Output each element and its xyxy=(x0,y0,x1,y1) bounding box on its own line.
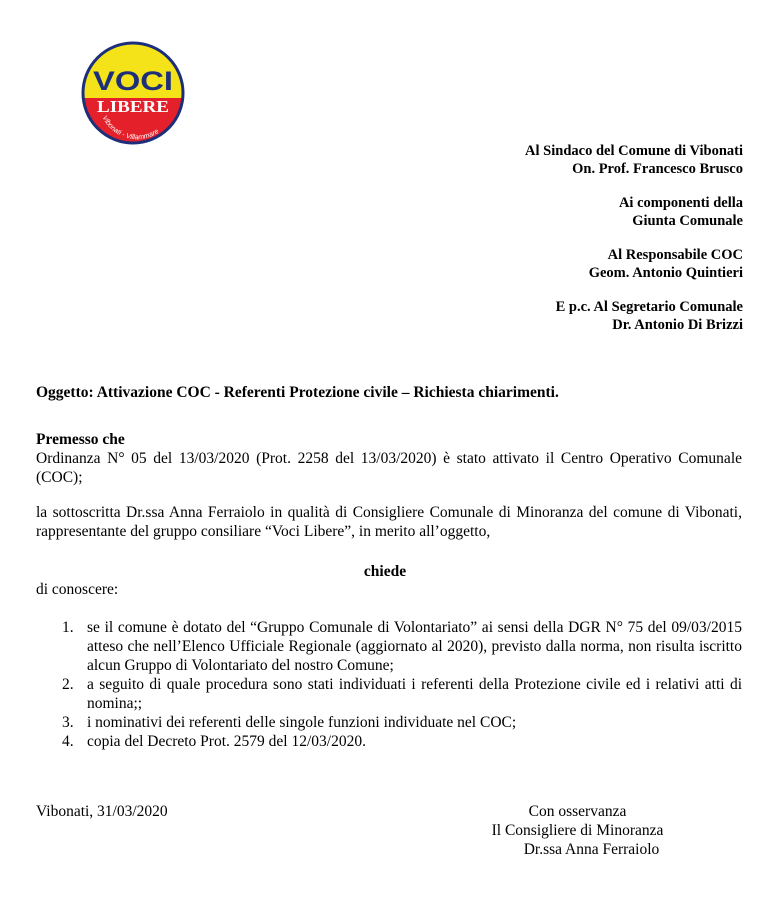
recipient-line: E p.c. Al Segretario Comunale xyxy=(555,299,743,315)
recipient-mayor xyxy=(525,142,743,178)
premesso-paragraph-1: Ordinanza N° 05 del 13/03/2020 (Prot. 2258 del 13/03/2020) è stato attivato il Centro Operativo Comunale (COC); xyxy=(36,450,742,486)
list-item-number: 3. xyxy=(62,714,74,731)
paragraph-spacer xyxy=(36,487,742,503)
requests-list xyxy=(36,618,742,751)
signature-role: Il Consigliere di Minoranza xyxy=(491,822,664,839)
recipient-line: Al Sindaco del Comune di Vibonati xyxy=(525,143,743,159)
signature-closing: Con osservanza xyxy=(528,803,627,820)
place-and-date: Vibonati, 31/03/2020 xyxy=(36,803,168,820)
recipient-giunta xyxy=(525,194,743,230)
logo-title: VOCI xyxy=(93,66,173,96)
recipient-secretary xyxy=(525,298,743,334)
recipient-coc-manager xyxy=(525,246,743,282)
list-item-number: 1. xyxy=(62,619,74,636)
voci-libere-logo xyxy=(80,40,186,146)
signature-name: Dr.ssa Anna Ferraiolo xyxy=(523,841,660,858)
recipient-line: Al Responsabile COC xyxy=(607,247,743,263)
list-item xyxy=(36,675,742,713)
premesso-paragraph-2: la sottoscritta Dr.ssa Anna Ferraiolo in qualità di Consigliere Comunale di Minoranza del comune di Vibonati, rappresentante del gruppo consiliare “Voci Libere”, in merito all’oggetto, xyxy=(36,504,742,540)
list-item xyxy=(36,618,742,675)
logo-ring-textpath: Vibonati - Villammare xyxy=(100,114,161,142)
list-item-number: 4. xyxy=(62,733,74,750)
recipient-line: Dr. Antonio Di Brizzi xyxy=(612,317,743,333)
list-item xyxy=(36,713,742,732)
recipient-line: Ai componenti della xyxy=(618,195,743,211)
chiede-heading: chiede xyxy=(363,563,407,580)
recipient-line: Geom. Antonio Quintieri xyxy=(588,265,743,281)
conoscere-label: di conoscere: xyxy=(36,581,119,598)
list-item xyxy=(36,732,742,751)
logo-subtitle: LIBERE xyxy=(97,97,169,116)
list-item-text: copia del Decreto Prot. 2579 del 12/03/2020. xyxy=(87,733,366,750)
recipient-line: On. Prof. Francesco Brusco xyxy=(572,161,743,177)
list-item-text: se il comune è dotato del “Gruppo Comunale di Volontariato” ai sensi della DGR N° 75 del 09/03/2015 atteso che nell’Elenco Ufficiale Regionale (aggiornato al 2020), previsto dalla norma, non risulta iscritto alcun Gruppo di Volontariato del nostro Comune; xyxy=(87,619,742,674)
signature-block xyxy=(470,802,685,859)
subject-line: Oggetto: Attivazione COC - Referenti Protezione civile – Richiesta chiarimenti. xyxy=(36,384,559,401)
list-item-text: i nominativi dei referenti delle singole funzioni individuate nel COC; xyxy=(87,714,517,731)
premesso-section xyxy=(36,430,742,541)
recipient-line: Giunta Comunale xyxy=(632,213,743,229)
premesso-label: Premesso che xyxy=(36,431,125,448)
list-item-text: a seguito di quale procedura sono stati individuati i referenti della Protezione civile ed i relativi atti di nomina;; xyxy=(87,676,742,712)
recipients-block xyxy=(525,142,743,350)
list-item-number: 2. xyxy=(62,676,74,693)
